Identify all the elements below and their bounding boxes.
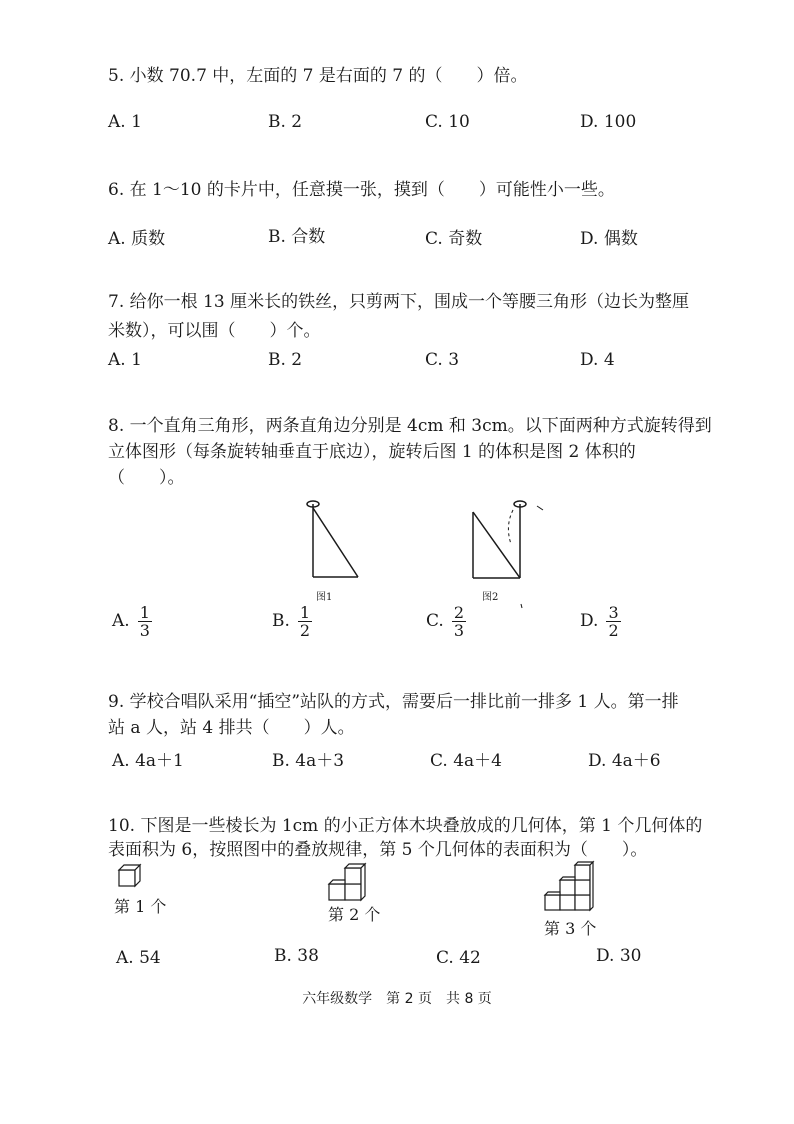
q10-figure-3-cubes [544,862,606,914]
q5-option-c: C. 10 [425,112,470,132]
q8-option-d-letter: D. [580,611,599,631]
q8-option-d [580,604,621,639]
question-7-stem-line1: 7. 给你一根 13 厘米长的铁丝，只剪两下，围成一个等腰三角形（边长为整厘 [108,292,690,312]
q8-figure-1-caption: 图1 [316,592,333,603]
q6-option-b: B. 合数 [268,227,326,247]
q8-option-b-fraction [298,604,312,639]
q10-option-a: A. 54 [116,948,161,968]
fraction-denominator: 3 [139,621,150,640]
question-8-stem-line3: （ ）。 [108,468,185,488]
fraction-numerator: 2 [453,603,464,622]
q8-option-c [426,604,466,639]
question-8-stem-line2: 立体图形（每条旋转轴垂直于底边），旋转后图 1 的体积是图 2 体积的 [108,442,636,462]
q9-option-b: B. 4a＋3 [272,751,345,771]
q7-option-d: D. 4 [580,350,615,370]
fraction-numerator: 1 [139,603,150,622]
q7-option-a: A. 1 [108,350,142,370]
q5-option-b: B. 2 [268,112,303,132]
q10-figure-2-cubes [328,864,380,902]
q8-option-b-letter: B. [272,611,290,631]
question-9-stem-line1: 9. 学校合唱队采用“插空”站队的方式，需要后一排比前一排多 1 人。第一排 [108,692,679,712]
q5-option-a: A. 1 [108,112,142,132]
question-10-stem-line1: 10. 下图是一些棱长为 1cm 的小正方体木块叠放成的几何体，第 1 个几何体的 [108,816,703,836]
q10-option-b: B. 38 [274,946,319,966]
q9-option-d: D. 4a＋6 [588,751,661,771]
q10-figure-1-cube [118,864,142,888]
q10-option-c: C. 42 [436,948,481,968]
q10-option-d: D. 30 [596,946,642,966]
q8-option-d-fraction [606,604,620,639]
q10-figure-1-caption: 第 1 个 [114,897,167,916]
q8-option-a [112,604,152,639]
q10-figure-2-caption: 第 2 个 [328,905,381,924]
q5-option-d: D. 100 [580,112,637,132]
fraction-denominator: 2 [299,621,311,640]
q6-option-a: A. 质数 [108,229,166,249]
q9-option-c: C. 4a＋4 [430,751,502,771]
q8-option-c-fraction [452,604,466,639]
question-7-stem-line2: 米数），可以围（ ）个。 [108,321,321,341]
q6-option-c: C. 奇数 [425,229,483,249]
q9-option-a: A. 4a＋1 [112,751,184,771]
fraction-numerator: 1 [299,603,311,622]
q7-option-b: B. 2 [268,350,303,370]
page-footer: 六年级数学 第 2 页 共 8 页 [302,991,492,1007]
fraction-denominator: 2 [608,621,619,640]
question-10-stem-line2: 表面积为 6，按照图中的叠放规律，第 5 个几何体的表面积为（ ）。 [108,840,648,860]
q8-figure-2-caption: 图2 [482,592,499,603]
question-6-stem: 6. 在 1～10 的卡片中，任意摸一张，摸到（ ）可能性小一些。 [108,180,615,200]
fraction-numerator: 3 [608,603,619,622]
q8-option-a-fraction [138,604,152,639]
fraction-denominator: 3 [453,621,464,640]
q8-figure-2 [465,496,555,614]
q7-option-c: C. 3 [425,350,460,370]
q6-option-d: D. 偶数 [580,229,638,249]
q8-option-b [272,604,312,639]
question-9-stem-line2: 站 a 人，站 4 排共（ ）人。 [108,718,355,738]
q8-option-c-letter: C. [426,611,444,631]
question-5-stem: 5. 小数 70.7 中，左面的 7 是右面的 7 的（ ）倍。 [108,66,528,86]
q8-figure-1 [300,496,370,588]
q10-figure-3-caption: 第 3 个 [544,919,597,938]
q8-option-a-letter: A. [112,611,130,631]
question-8-stem-line1: 8. 一个直角三角形，两条直角边分别是 4cm 和 3cm。以下面两种方式旋转得到 [108,416,712,436]
